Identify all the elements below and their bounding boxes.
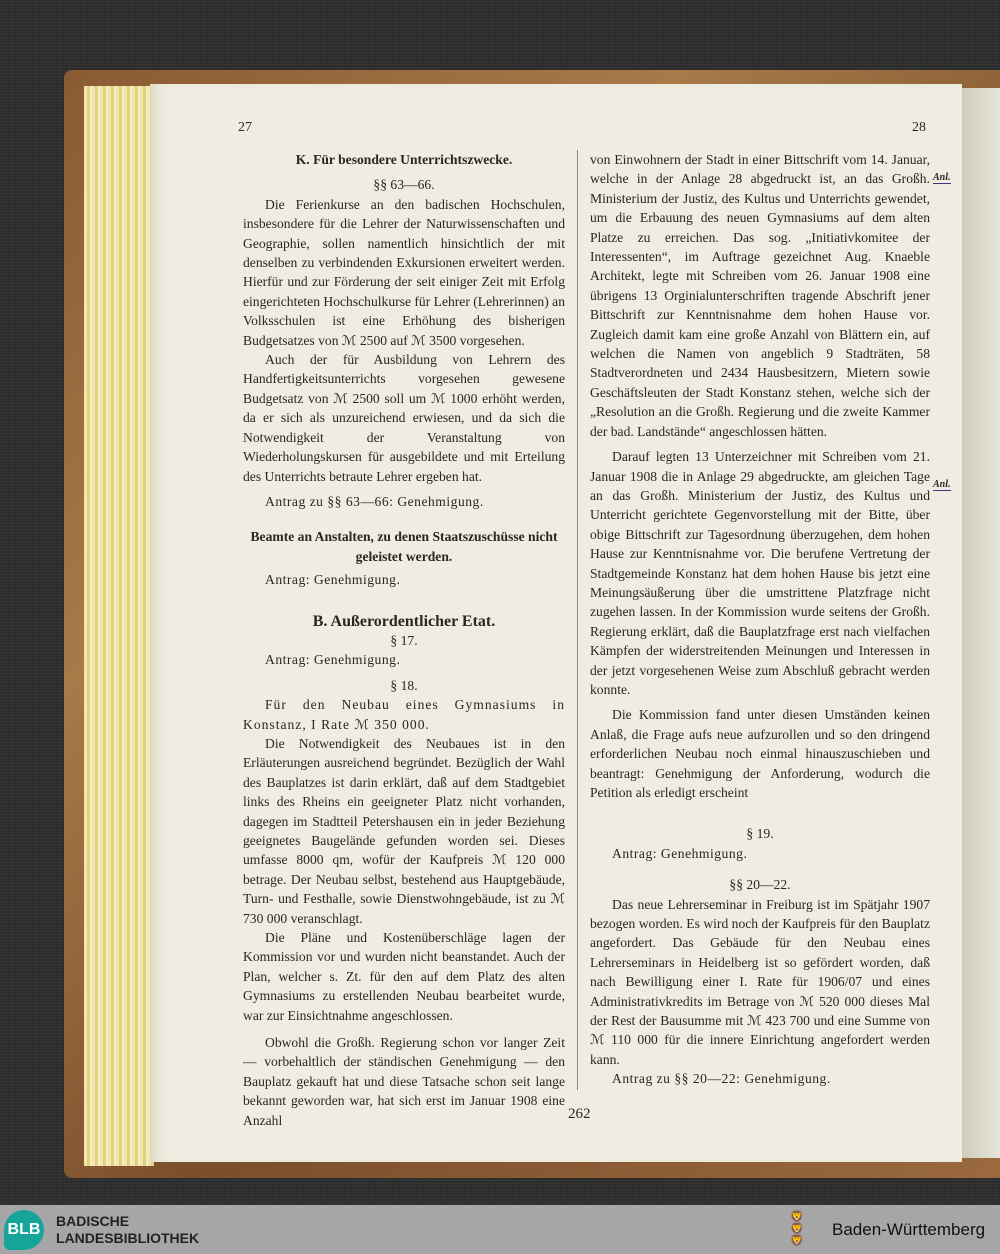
library-name[interactable] [56,1213,199,1247]
paragraph-number: § 17. [390,632,418,648]
paragraph-number: §§ 63—66. [373,177,435,193]
library-name-line1: BADISCHE [56,1213,130,1229]
page-number-bottom: 262 [568,1106,591,1122]
motion: Antrag: Genehmigung. [265,652,401,668]
margin-note: Anl. [933,172,951,183]
column-divider [577,150,578,1090]
left-column [243,150,565,1130]
state-name: Baden-Württemberg [832,1220,986,1239]
margin-note: Anl. [933,479,951,490]
section-heading: B. Außerordentlicher Etat. [312,612,496,630]
paragraph: Die Kommission fand unter diesen Umständen keinen Anlaß, die Frage aufs neue aufzurollen und so den dringend erforderlichen Neubau noch einmal hinauszuschieben und beantragt: Genehmigung der Anforderung, wodurch die Petition als erledigt erscheint [590,707,930,800]
section-heading: Beamte an Anstalten, zu denen Staatszuschüsse nicht geleistet werden. [250,529,558,564]
paragraph: Das neue Lehrerseminar in Freiburg ist im Spätjahr 1907 bezogen worden. Es wird noch der Kaufpreis für den Bauplatz angefordert. Das Gebäude für den Neubau eines Lehrerseminars in Heidelberg ist so gefördert worden, daß nach Bewilligung einer I. Rate für 1906/07 und eines Administrativkredits im Betrage von ℳ 520 000 dieses Mal der Rest der Bausumme mit ℳ 423 700 und eine Summe von ℳ 110 000 für die innere Einrichtung angefordert werden kann. [590,896,930,1067]
paragraph-number: § 18. [390,677,418,693]
library-name-line2: LANDESBIBLIOTHEK [56,1230,200,1246]
paragraph: von Einwohnern der Stadt in einer Bittschrift vom 14. Januar, welche in der Anlage 28 abgedruckt ist, an das Großh. Ministerium der Justiz, des Kultus und Unterrichts gewendet, um die Erbauung des neuen Gymnasiums auf dem alten Platze zu erreichen. Das sog. „Initiativkomitee der Interessenten“, im Auftrage gezeichnet Aug. Knaeble Architekt, legte mit Schreiben vom 26. Januar 1908 eine übrigens 13 Orginialunterschriften tragende Abschrift jener Bittschrift zur Kenntnisnahme dem hohen Hause vor. Zugleich damit kam eine große Anzahl von Blättern ein, auf welchen die Namen von angeblich 9 Stadträten, 58 Stadtverordneten und 2434 Hausbesitzern, Mietern sowie Geschäftsleuten der Stadt Konstanz stehen, welche sich der „Resolution an die Großh. Regierung und die zweite Kammer der bad. Landstände“ angeschlossen hätten. [590,152,930,439]
lions-icon: 🦁 🦁 🦁 [790,1211,804,1247]
motion: Antrag: Genehmigung. [612,845,748,861]
motion: Antrag: Genehmigung. [265,572,401,588]
paragraph: Die Notwendigkeit des Neubaues ist in den Erläuterungen ausreichend begründet. Bezüglich der Wahl des Bauplatzes ist darin erklärt, daß auf dem Stadtgebiet links des Rheins ein geeigneter Platz nicht vorhanden, dagegen im Stadtteil Petershausen ein in jeder Beziehung geeignetes Baugelände gefunden worden sei. Dieses umfasse 8000 qm, wofür der Kaufpreis ℳ 120 000 betrage. Der Neubau selbst, bestehend aus Hauptgebäude, Turn- und Festhalle, sowie Dienstwohngebäude, ist zu ℳ 730 000 veranschlagt. [243,735,565,926]
paragraph-number: §§ 20—22. [729,877,791,893]
paragraph: Auch der für Ausbildung von Lehrern des Handfertigkeitsunterrichts vorgesehen gewesene Budgetsatz von ℳ 2500 soll um ℳ 1000 erhöht werden, da er sich als unzureichend erwiesen, und da sich die Notwendigkeit der Veranstaltung von Wiederholungskursen für ausgebildete und mit Erteilung des Unterrichts betraute Lehrer ergeben hat. [243,352,565,484]
motion: Antrag zu §§ 63—66: Genehmigung. [265,493,484,509]
next-page-edge [962,88,1000,1158]
paragraph: Die Ferienkurse an den badischen Hochschulen, insbesondere für die Lehrer der Naturwissenschaften und Geographie, sollen namentlich hinsichtlich der mit denselben zu verbindenden Exkursionen erweitert werden. Hierfür und zur Förderung der seit einiger Zeit mit Erfolg eingerichteten Hochschulkurse für Lehrer (Lehrerinnen) an Volksschulen ist eine Erhöhung des bisherigen Budgetsatzes von ℳ 2500 auf ℳ 3500 vorgesehen. [243,196,565,348]
paragraph-number: § 19. [746,826,774,842]
page-edges [84,86,154,1166]
right-column [590,150,930,1089]
paragraph: Obwohl die Großh. Regierung schon vor langer Zeit — vorbehaltlich der ständischen Genehmigung — den Bauplatz gekauft hat und diese Tatsache schon seit lange bekannt geworden war, hat sich erst im Januar 1908 eine Anzahl [243,1035,565,1128]
viewer-footer [0,1205,1000,1254]
page-number-right: 28 [912,120,926,135]
section-heading: K. Für besondere Unterrichtszwecke. [295,152,513,167]
paragraph: Die Pläne und Kostenüberschläge lagen der Kommission vor und wurden nicht beanstandet. Auch der Plan, welcher s. Zt. für den auf dem Platz des alten Gymnasiums zu erstellenden Neubau bearbeitet wurde, war zur Einsichtnahme angeschlossen. [243,930,565,1023]
motion: Antrag zu §§ 20—22: Genehmigung. [612,1071,831,1087]
paragraph: Darauf legten 13 Unterzeichner mit Schreiben vom 21. Januar 1908 die in Anlage 29 abgedruckte, am gleichen Tage an das Großh. Ministerium der Justiz, des Kultus und Unterricht gerichtete Gegenvorstellung mit der Bitte, über obige Bittschrift zur Tagesordnung überzugehen, dem hohen Hause zur Kenntnisnahme vor. Die berufene Vertretung der Stadtgemeinde Konstanz hat dem hohen Hause bis jetzt eine Meinungsäußerung über die umstrittene Platzfrage nicht zugehen lassen. In der Kommission wurde seitens der Großh. Regierung erklärt, daß die Bauplatzfrage erst nach vielfachen Kämpfen der widerstreitenden Meinungen und Interessen in der jetzt vorgesehenen Weise zum Abschluß gebracht werden konnte. [590,449,930,697]
paragraph: Für den Neubau eines Gymnasiums in Konstanz, I Rate ℳ 350 000. [243,697,565,732]
blb-logo[interactable]: BLB [4,1210,44,1250]
page-number-left: 27 [238,120,252,135]
